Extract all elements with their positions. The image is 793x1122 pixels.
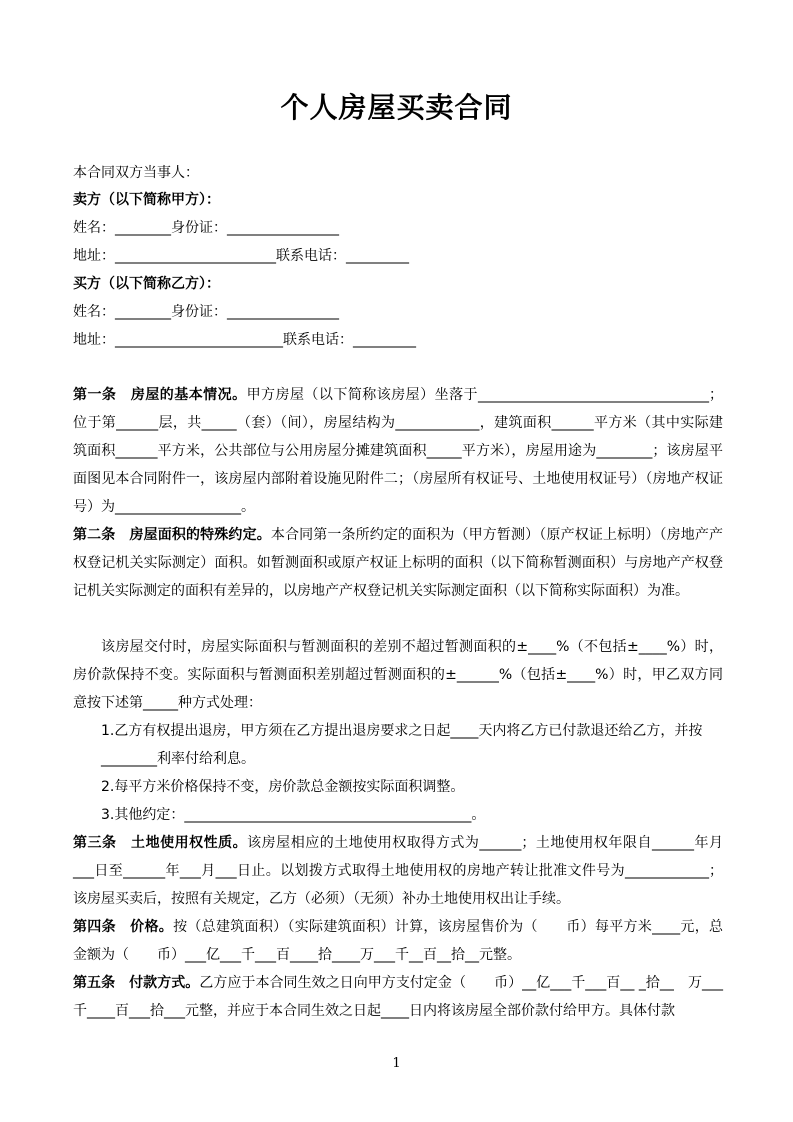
article-2-option-3: 3.其他约定：_________________________________________。 xyxy=(101,807,486,823)
article-4 xyxy=(73,913,723,969)
article-2 xyxy=(73,521,723,605)
article-4-heading: 第四条 价格。 xyxy=(73,919,174,935)
article-5-text: 乙方应于本合同生效之日向甲方支付定金（ 币）__亿___千___百__ _拾__ 万___千____百___拾___元整，并应于本合同生效之日起____日内将该房屋全部价款付给甲方。具体付款 xyxy=(73,975,724,1019)
article-4-text: 按（总建筑面积）（实际建筑面积）计算，该房屋售价为（ 币）每平方米____元，总金额为（ 币）___亿___千___百____拾____万___千__百__拾__元整。 xyxy=(73,919,724,963)
article-3 xyxy=(73,829,723,913)
article-5-heading: 第五条 付款方式。 xyxy=(73,975,200,991)
article-3-text: 该房屋相应的土地使用权取得方式为______；土地使用权年限自______年月___日至______年___月___日止。以划拨方式取得土地使用权的房地产转让批准文件号为____________；该房屋买卖后，按照有关规定，乙方（必须）（无须）补办土地使用权出让手续。 xyxy=(73,835,724,907)
intro-text: 本合同双方当事人： xyxy=(73,165,199,181)
article-1 xyxy=(73,381,723,521)
seller-name-line: 姓名：________身份证：________________ xyxy=(73,220,339,236)
article-2-paragraph-2: 该房屋交付时，房屋实际面积与暂测面积的差别不超过暂测面积的±____%（不包括±____%）时，房价款保持不变。实际面积与暂测面积差别超过暂测面积的±______%（包括±____%）时，甲乙双方同意按下述第_____种方式处理： xyxy=(73,639,723,711)
article-1-heading: 第一条 房屋的基本情况。 xyxy=(73,387,247,403)
article-3-heading: 第三条 土地使用权性质。 xyxy=(73,835,248,851)
buyer-address-line: 地址：________________________联系电话：_________ xyxy=(73,332,416,348)
buyer-name-line: 姓名：________身份证：________________ xyxy=(73,304,339,320)
article-2-text: 本合同第一条所约定的面积为（甲方暂测）（原产权证上标明）（房地产产权登记机关实际测定）面积。如暂测面积或原产权证上标明的面积（以下简称暂测面积）与房地产产权登记机关实际测定的面积有差异的，以房地产产权登记机关实际测定面积（以下简称实际面积）为准。 xyxy=(73,527,724,599)
seller-address-line: 地址：_______________________联系电话：_________ xyxy=(73,248,409,264)
article-2-option-1: 1.乙方有权提出退房，甲方须在乙方提出退房要求之日起____天内将乙方已付款退还给乙方，并按________利率付给利息。 xyxy=(101,723,703,767)
article-5 xyxy=(73,969,723,1025)
article-2-heading: 第二条 房屋面积的特殊约定。 xyxy=(73,527,271,543)
buyer-heading: 买方（以下简称乙方）： xyxy=(73,276,220,292)
page-title: 个人房屋买卖合同 xyxy=(280,91,513,124)
article-2-option-2: 2.每平方米价格保持不变，房价款总金额按实际面积调整。 xyxy=(101,779,465,795)
seller-heading: 卖方（以下简称甲方）： xyxy=(73,192,220,208)
page-number: 1 xyxy=(392,1056,401,1071)
article-1-text: 甲方房屋（以下简称该房屋）坐落于_________________________________；位于第______层，共_____（套）（间），房屋结构为____________，建筑面积______平方米（其中实际建筑面积______平方米，公共部位与公用房屋分摊建筑面积_____平方米），房屋用途为________；该房屋平面图见本合同附件一，该房屋内部附着设施见附件二；（房屋所有权证号、土地使用权证号）（房地产权证号）为__________________。 xyxy=(73,387,724,515)
